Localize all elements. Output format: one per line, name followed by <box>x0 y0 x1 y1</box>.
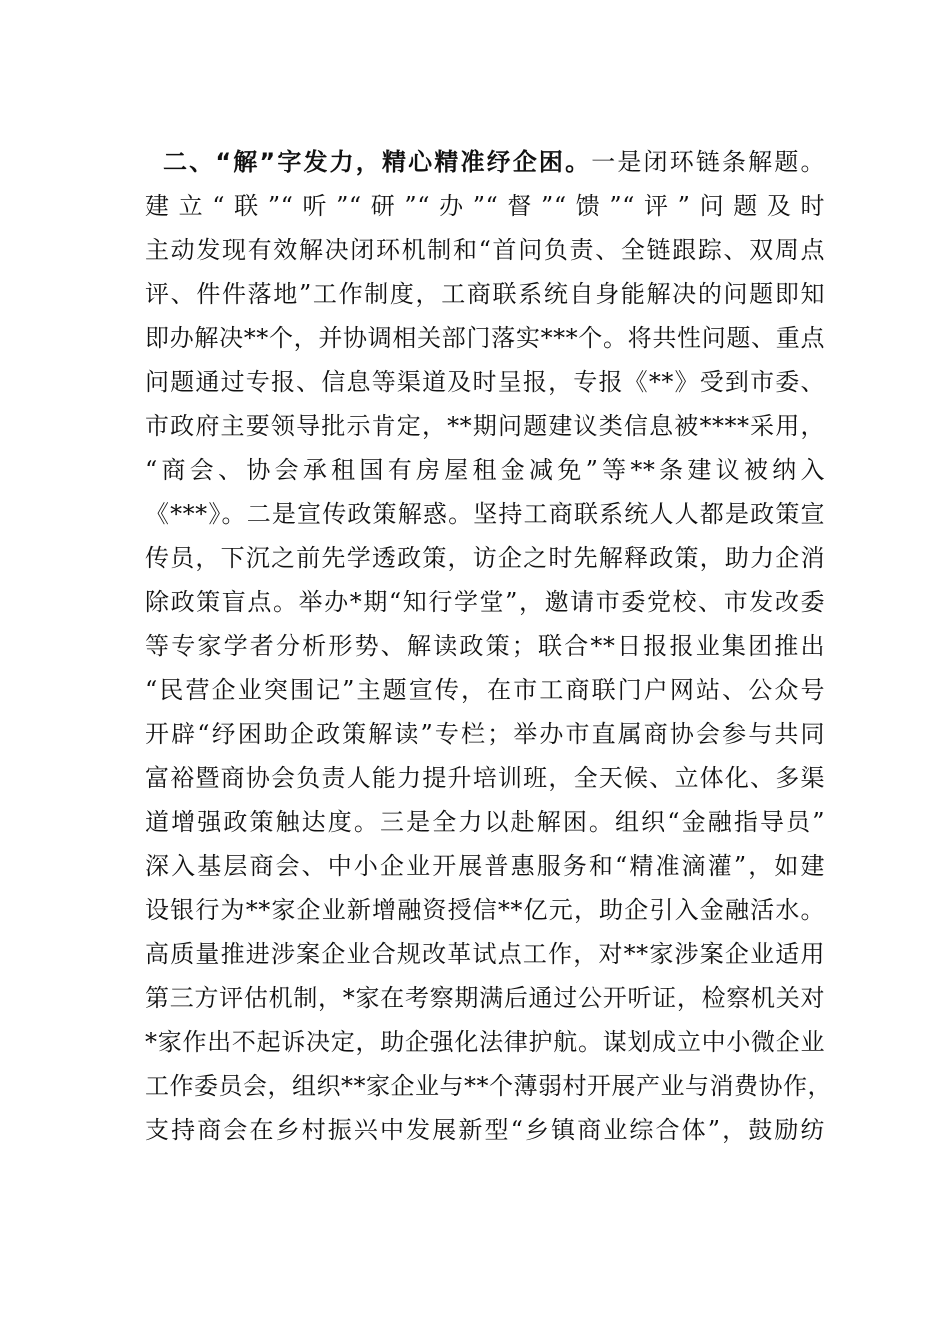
text-line: 设银行为**家企业新增融资授信**亿元，助企引入金融活水。 <box>145 896 825 924</box>
text-line: 市政府主要领导批示肯定，**期问题建议类信息被****采用， <box>145 412 825 440</box>
text-line: 工作委员会，组织**家企业与**个薄弱村开展产业与消费协作， <box>145 1072 832 1100</box>
text-line-lead: 一是闭环链条解题。 <box>591 148 825 176</box>
text-line: 等专家学者分析形势、解读政策；联合**日报报业集团推出 <box>145 632 825 660</box>
text-line: 评、件件落地”工作制度，工商联系统自身能解决的问题即知 <box>145 280 825 308</box>
text-line: 除政策盲点。举办*期“知行学堂”，邀请市委党校、市发改委 <box>145 588 825 616</box>
text-line: “民营企业突围记”主题宣传，在市工商联门户网站、公众号 <box>145 676 825 704</box>
text-line: 问题通过专报、信息等渠道及时呈报，专报《**》受到市委、 <box>145 368 825 396</box>
text-line: 主动发现有效解决闭环机制和“首问负责、全链跟踪、双周点 <box>145 236 825 264</box>
text-line: 深入基层商会、中小企业开展普惠服务和“精准滴灌”，如建 <box>145 852 825 880</box>
section-heading: 二、“解”字发力，精心精准纾企困。 <box>163 148 592 176</box>
text-line: 支持商会在乡村振兴中发展新型“乡镇商业综合体”，鼓励纺 <box>145 1116 825 1144</box>
text-line: 《***》。二是宣传政策解惑。坚持工商联系统人人都是政策宣 <box>145 500 825 528</box>
text-line: 建立“联”“听”“研”“办”“督”“馈”“评”问题及时 <box>145 192 825 220</box>
text-line: 高质量推进涉案企业合规改革试点工作，对**家涉案企业适用 <box>145 940 825 968</box>
text-line: 开辟“纾困助企政策解读”专栏；举办市直属商协会参与共同 <box>145 720 825 748</box>
text-line: 道增强政策触达度。三是全力以赴解困。组织“金融指导员” <box>145 808 825 836</box>
text-line: 富裕暨商协会负责人能力提升培训班，全天候、立体化、多渠 <box>145 764 825 792</box>
text-line: *家作出不起诉决定，助企强化法律护航。谋划成立中小微企业 <box>145 1028 825 1056</box>
text-line: “商会、协会承租国有房屋租金减免”等**条建议被纳入 <box>145 456 825 484</box>
text-line <box>145 140 825 184</box>
text-line: 传员，下沉之前先学透政策，访企之时先解释政策，助力企消 <box>145 544 825 572</box>
text-line: 即办解决**个，并协调相关部门落实***个。将共性问题、重点 <box>145 324 825 352</box>
text-line: 第三方评估机制，*家在考察期满后通过公开听证，检察机关对 <box>145 984 825 1012</box>
body-text <box>145 140 832 1152</box>
